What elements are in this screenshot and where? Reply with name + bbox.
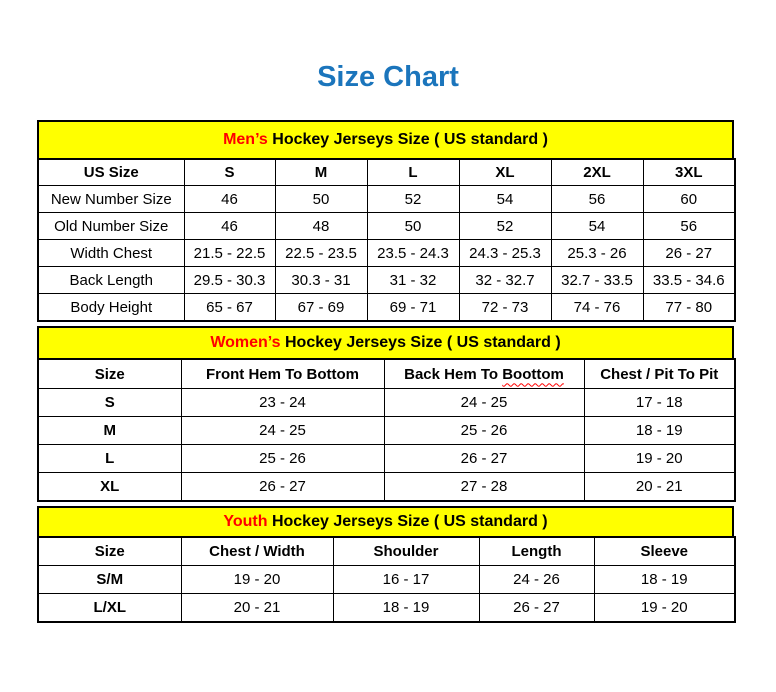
header-cell: 3XL bbox=[643, 159, 735, 186]
table-cell: 24 - 26 bbox=[479, 566, 594, 594]
header-row bbox=[38, 537, 735, 566]
table-cell: 18 - 19 bbox=[584, 417, 735, 445]
page-title: Size Chart bbox=[317, 61, 459, 93]
header-cell: Front Hem To Bottom bbox=[181, 359, 384, 389]
table-row bbox=[38, 294, 735, 321]
table-cell: 52 bbox=[459, 213, 551, 240]
youth-section-header bbox=[37, 506, 734, 536]
table-cell: 69 - 71 bbox=[367, 294, 459, 321]
header-cell: Chest / Pit To Pit bbox=[584, 359, 735, 389]
table-cell: 54 bbox=[551, 213, 643, 240]
table-cell: 29.5 - 30.3 bbox=[184, 267, 275, 294]
size-tables-container bbox=[37, 120, 734, 623]
row-label: Back Length bbox=[38, 267, 184, 294]
table-cell: 18 - 19 bbox=[594, 566, 735, 594]
header-text: Back Hem To bbox=[404, 365, 503, 383]
table-cell: 20 - 21 bbox=[181, 594, 333, 622]
table-cell: 17 - 18 bbox=[584, 389, 735, 417]
header-cell: Shoulder bbox=[333, 537, 479, 566]
header-row bbox=[38, 159, 735, 186]
header-cell: M bbox=[275, 159, 367, 186]
womens-label-highlight: Women’s bbox=[210, 333, 281, 351]
table-cell: 19 - 20 bbox=[584, 445, 735, 473]
womens-size-table bbox=[37, 358, 736, 502]
header-cell bbox=[384, 359, 584, 389]
table-row bbox=[38, 417, 735, 445]
header-cell: Size bbox=[38, 359, 181, 389]
mens-section bbox=[37, 120, 734, 322]
table-row bbox=[38, 594, 735, 622]
header-cell: Size bbox=[38, 537, 181, 566]
womens-section-header bbox=[37, 326, 734, 358]
misspelled-word: Boottom bbox=[502, 365, 564, 383]
table-cell: 25 - 26 bbox=[384, 417, 584, 445]
table-cell: 60 bbox=[643, 186, 735, 213]
table-cell: 30.3 - 31 bbox=[275, 267, 367, 294]
table-cell: 22.5 - 23.5 bbox=[275, 240, 367, 267]
row-label: M bbox=[38, 417, 181, 445]
table-cell: 72 - 73 bbox=[459, 294, 551, 321]
table-cell: 27 - 28 bbox=[384, 473, 584, 501]
header-cell: Length bbox=[479, 537, 594, 566]
table-cell: 56 bbox=[643, 213, 735, 240]
table-cell: 50 bbox=[367, 213, 459, 240]
table-cell: 19 - 20 bbox=[594, 594, 735, 622]
table-cell: 56 bbox=[551, 186, 643, 213]
mens-label-highlight: Men’s bbox=[223, 130, 268, 148]
table-cell: 26 - 27 bbox=[643, 240, 735, 267]
header-row bbox=[38, 359, 735, 389]
table-cell: 21.5 - 22.5 bbox=[184, 240, 275, 267]
table-row bbox=[38, 240, 735, 267]
youth-label-highlight: Youth bbox=[223, 512, 268, 530]
header-cell: US Size bbox=[38, 159, 184, 186]
table-cell: 26 - 27 bbox=[181, 473, 384, 501]
table-cell: 26 - 27 bbox=[479, 594, 594, 622]
table-row bbox=[38, 389, 735, 417]
table-cell: 46 bbox=[184, 213, 275, 240]
table-cell: 32 - 32.7 bbox=[459, 267, 551, 294]
table-cell: 52 bbox=[367, 186, 459, 213]
row-label: Old Number Size bbox=[38, 213, 184, 240]
row-label: Width Chest bbox=[38, 240, 184, 267]
header-cell: S bbox=[184, 159, 275, 186]
header-cell: 2XL bbox=[551, 159, 643, 186]
table-cell: 54 bbox=[459, 186, 551, 213]
mens-size-table bbox=[37, 158, 736, 322]
table-cell: 19 - 20 bbox=[181, 566, 333, 594]
table-cell: 31 - 32 bbox=[367, 267, 459, 294]
table-row bbox=[38, 566, 735, 594]
womens-section bbox=[37, 326, 734, 502]
youth-size-table bbox=[37, 536, 736, 623]
header-cell: XL bbox=[459, 159, 551, 186]
womens-section-title-text: Hockey Jerseys Size ( US standard ) bbox=[280, 333, 561, 351]
table-cell: 16 - 17 bbox=[333, 566, 479, 594]
header-cell: L bbox=[367, 159, 459, 186]
table-cell: 25 - 26 bbox=[181, 445, 384, 473]
table-cell: 25.3 - 26 bbox=[551, 240, 643, 267]
table-cell: 24 - 25 bbox=[181, 417, 384, 445]
table-row bbox=[38, 186, 735, 213]
table-row bbox=[38, 213, 735, 240]
table-cell: 67 - 69 bbox=[275, 294, 367, 321]
row-label: S/M bbox=[38, 566, 181, 594]
youth-section-title-text: Hockey Jerseys Size ( US standard ) bbox=[267, 512, 548, 530]
table-row bbox=[38, 445, 735, 473]
row-label: XL bbox=[38, 473, 181, 501]
table-cell: 20 - 21 bbox=[584, 473, 735, 501]
table-cell: 26 - 27 bbox=[384, 445, 584, 473]
table-cell: 50 bbox=[275, 186, 367, 213]
row-label: New Number Size bbox=[38, 186, 184, 213]
table-row bbox=[38, 473, 735, 501]
header-cell: Chest / Width bbox=[181, 537, 333, 566]
table-cell: 74 - 76 bbox=[551, 294, 643, 321]
table-cell: 23.5 - 24.3 bbox=[367, 240, 459, 267]
table-cell: 77 - 80 bbox=[643, 294, 735, 321]
table-cell: 24.3 - 25.3 bbox=[459, 240, 551, 267]
table-cell: 33.5 - 34.6 bbox=[643, 267, 735, 294]
table-row bbox=[38, 267, 735, 294]
header-cell: Sleeve bbox=[594, 537, 735, 566]
row-label: L/XL bbox=[38, 594, 181, 622]
table-cell: 46 bbox=[184, 186, 275, 213]
mens-section-title-text: Hockey Jerseys Size ( US standard ) bbox=[267, 130, 548, 148]
size-chart-page bbox=[0, 60, 776, 623]
table-cell: 48 bbox=[275, 213, 367, 240]
table-cell: 23 - 24 bbox=[181, 389, 384, 417]
row-label: L bbox=[38, 445, 181, 473]
mens-section-header bbox=[37, 120, 734, 158]
table-cell: 65 - 67 bbox=[184, 294, 275, 321]
youth-section bbox=[37, 506, 734, 623]
row-label: Body Height bbox=[38, 294, 184, 321]
table-cell: 32.7 - 33.5 bbox=[551, 267, 643, 294]
row-label: S bbox=[38, 389, 181, 417]
table-cell: 18 - 19 bbox=[333, 594, 479, 622]
table-cell: 24 - 25 bbox=[384, 389, 584, 417]
